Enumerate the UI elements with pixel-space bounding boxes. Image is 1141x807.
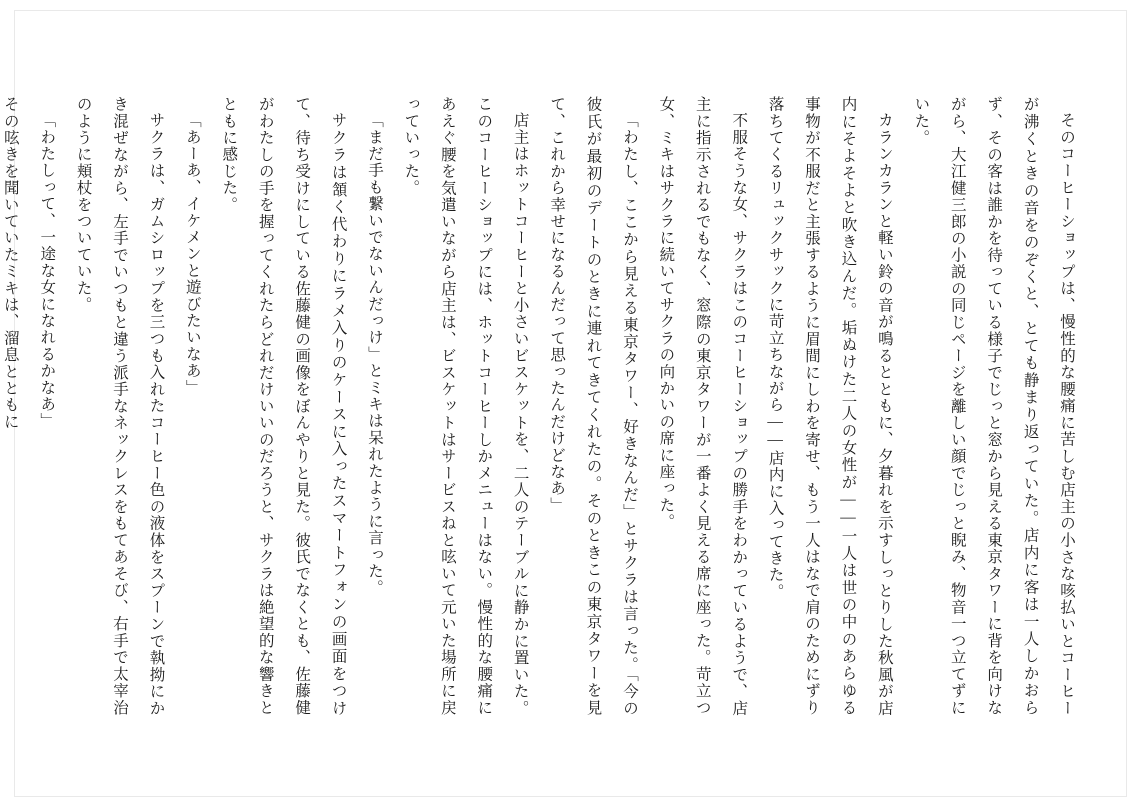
paragraph: サクラは、ガムシロップを三つも入れたコーヒー色の液体をスプーンで執拗にかき混ぜながら、左手でいつもと違う派手なネックレスをもてあそび、右手で太宰治のように頬杖をついていた。: [74, 96, 165, 716]
paragraph: そのコーヒーショップは、慢性的な腰痛に苦しむ店主の小さな咳払いとコーヒーが沸くときの音をのぞくと、とても静まり返っていた。店内に客は一人しかおらず、その客は誰かを待っている様子でじっと窓から見える東京タワーに背を向けながら、大江健三郎の小説の同じページを離しい顔でじっと睨み、物音一つ立てずにいた。: [912, 96, 1075, 716]
paragraph: 「あーあ、イケメンと遊びたいなあ」: [183, 111, 201, 396]
paragraph: 不服そうな女、サクラはこのコーヒーショップの勝手をわかっているようで、店主に指示されるでもなく、窓際の東京タワーが一番よく見える席に座った。苛立つ女、ミキはサクラに続いてサクラの向かいの席に座った。: [657, 96, 748, 716]
paragraph: その呟きを聞いていたミキは、溜息とともに: [1, 96, 19, 430]
paragraph: 店主はホットコーヒーと小さいビスケットを、二人のテーブルに静かに置いた。このコーヒーショップには、ホットコーヒーしかメニューはない。慢性的な腰痛にあえぐ腰を気遣いながら店主は、ビスケットはサービスねと呟いて元いた場所に戻っていった。: [402, 96, 529, 716]
text-body-area: [1, 96, 1084, 726]
vertical-text-block: [1, 96, 1084, 716]
paragraph: カランカランと軽い鈴の音が鳴るとともに、夕暮れを示すしっとりした秋風が店内にそよそよと吹き込んだ。垢ぬけた二人の女性が——一人は世の中のあらゆる事物が不服だと主張するように眉間にしわを寄せ、もう一人はなで肩のためにずり落ちてくるリュックサックに苛立ちながら——店内に入ってきた。: [766, 96, 893, 716]
paragraph: 「まだ手も繋いでないんだっけ」とミキは呆れたように言った。: [365, 111, 383, 596]
paragraph: 「わたし、ここから見える東京タワー、好きなんだ」とサクラは言った。「今の彼氏が最初のデートのときに連れてきてくれたの。そのときこの東京タワーを見て、これから幸せになるんだって思ったんだけどなあ」: [548, 96, 638, 716]
paragraph: サクラは頷く代わりにラメ入りのケースに入ったスマートフォンの画面をつけて、待ち受けにしている佐藤健の画像をぼんやりと見た。彼氏でなくとも、佐藤健がわたしの手を握ってくれたらどれだけいいのだろうと、サクラは絶望的な響きとともに感じた。: [220, 96, 347, 716]
paragraph: 「わたしって、一途な女になれるかなあ」: [38, 111, 56, 429]
